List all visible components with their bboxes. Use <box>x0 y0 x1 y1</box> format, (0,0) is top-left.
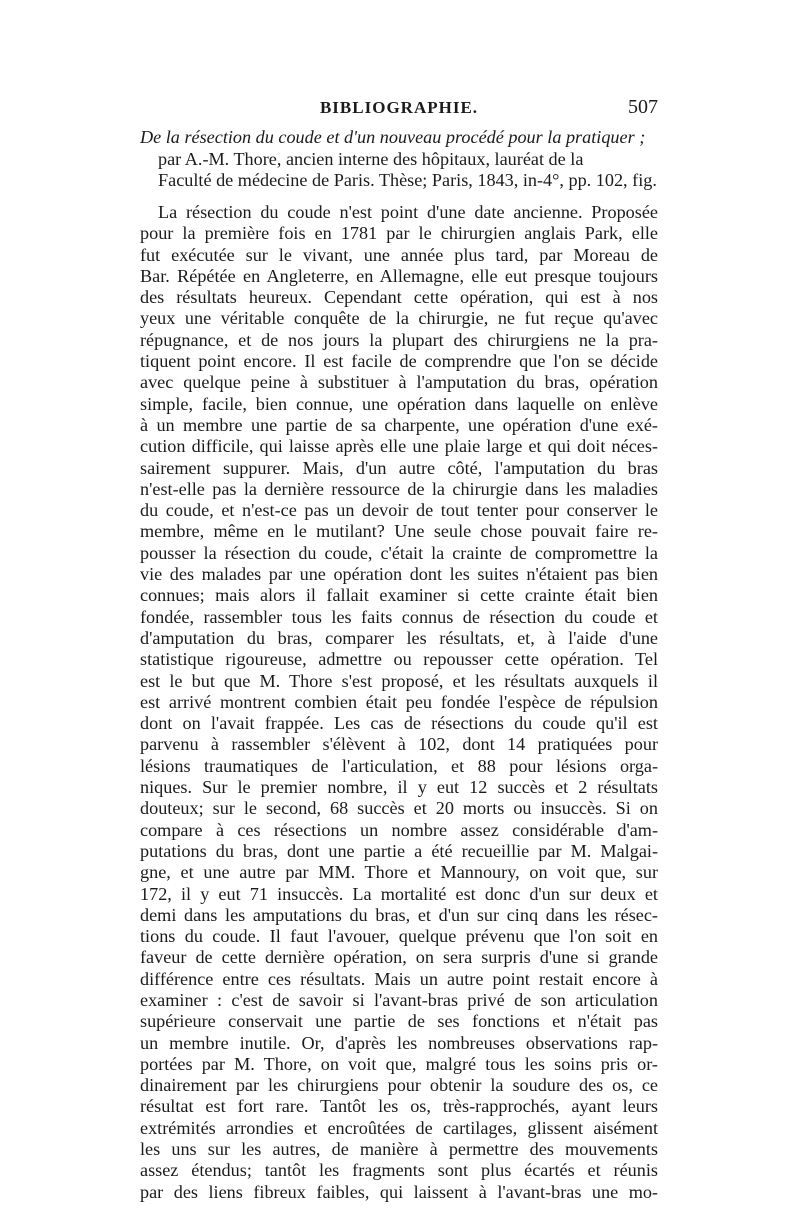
body-text-line: gne, et une autre par MM. Thore et Mannoury, on voit que, sur <box>140 862 658 883</box>
body-text-line: résultat est fort rare. Tantôt les os, très-rapprochés, ayant leurs <box>140 1096 658 1117</box>
body-text-line: avec quelque peine à substituer à l'amputation du bras, opération <box>140 372 658 393</box>
body-text-line: portées par M. Thore, on voit que, malgré tous les soins pris or- <box>140 1053 658 1074</box>
body-text-line: Bar. Répétée en Angleterre, en Allemagne, elle eut presque toujours <box>140 265 658 286</box>
body-text-line: vie des malades par une opération dont les suites n'étaient pas bien <box>140 564 658 585</box>
running-head <box>140 96 658 120</box>
body-text-line: pour la première fois en 1781 par le chirurgien anglais Park, elle <box>140 223 658 244</box>
body-text-line: tions du coude. Il faut l'avouer, quelque prévenu que l'on soit en <box>140 926 658 947</box>
body-text-line: cution difficile, qui laisse après elle une plaie large et qui doit néces- <box>140 436 658 457</box>
body-text-line: dont on l'avait frappée. Les cas de résections du coude qu'il est <box>140 713 658 734</box>
body-text-line: n'est-elle pas la dernière ressource de la chirurgie dans les maladies <box>140 478 658 499</box>
body-text-line: par des liens fibreux faibles, qui laissent à l'avant-bras une mo- <box>140 1181 658 1202</box>
body-text-line: douteux; sur le second, 68 succès et 20 morts ou insuccès. Si on <box>140 798 658 819</box>
body-text-line: un membre inutile. Or, d'après les nombreuses observations rap- <box>140 1032 658 1053</box>
body-text-line: tiquent point encore. Il est facile de comprendre que l'on se décide <box>140 351 658 372</box>
body-text-line: est le but que M. Thore s'est proposé, et les résultats auxquels il <box>140 670 658 691</box>
body-text-line: d'amputation du bras, comparer les résultats, et, à l'aide d'une <box>140 627 658 648</box>
running-title: BIBLIOGRAPHIE. <box>319 98 479 117</box>
body-text-line: membre, même en le mutilant? Une seule chose pouvait faire re- <box>140 521 658 542</box>
body-text-line: examiner : c'est de savoir si l'avant-bras privé de son articulation <box>140 989 658 1010</box>
review-body <box>140 202 658 1203</box>
body-text-line: demi dans les amputations du bras, et d'un sur cinq dans les résec- <box>140 904 658 925</box>
body-text-line: les uns sur les autres, de manière à permettre des mouvements <box>140 1139 658 1160</box>
body-text-line: assez étendus; tantôt les fragments sont plus écartés et réunis <box>140 1160 658 1181</box>
body-text-line: différence entre ces résultats. Mais un autre point restait encore à <box>140 968 658 989</box>
page-number: 507 <box>628 96 658 118</box>
body-text-line: compare à ces résections un nombre assez considérable d'am- <box>140 819 658 840</box>
entry-author-line: par A.-M. Thore, ancien interne des hôpitaux, lauréat de la <box>158 148 584 169</box>
body-text-line: statistique rigoureuse, admettre ou repousser cette opération. Tel <box>140 649 658 670</box>
body-text-line: faveur de cette dernière opération, on sera surpris d'une si grande <box>140 947 658 968</box>
body-text-line: du coude, et n'est-ce pas un devoir de tout tenter pour conserver le <box>140 500 658 521</box>
body-text-line: pousser la résection du coude, c'était la crainte de compromettre la <box>140 542 658 563</box>
entry-title-line: De la résection du coude et d'un nouveau procédé pour la pratiquer ; <box>140 127 646 147</box>
body-text-line: à un membre une partie de sa charpente, une opération d'une exé- <box>140 414 658 435</box>
body-text-line: putations du bras, dont une partie a été recueillie par M. Malgai- <box>140 840 658 861</box>
body-text-line: dinairement par les chirurgiens pour obtenir la soudure des os, ce <box>140 1075 658 1096</box>
body-text-line: fondée, rassembler tous les faits connus de résection du coude et <box>140 606 658 627</box>
body-text-line: supérieure conservait une partie de ses fonctions et n'était pas <box>140 1011 658 1032</box>
body-text-line: parvenu à rassembler s'élèvent à 102, dont 14 pratiquées pour <box>140 734 658 755</box>
body-text-line: lésions traumatiques de l'articulation, et 88 pour lésions orga- <box>140 755 658 776</box>
body-text-line: connues; mais alors il fallait examiner si cette crainte était bien <box>140 585 658 606</box>
body-text-line: est arrivé montrent combien était peu fondée l'espèce de répulsion <box>140 691 658 712</box>
body-text-line: 172, il y eut 71 insuccès. La mortalité est donc d'un sur deux et <box>140 883 658 904</box>
body-text-line: niques. Sur le premier nombre, il y eut 12 succès et 2 résultats <box>140 777 658 798</box>
body-text-line: des résultats heureux. Cependant cette opération, qui est à nos <box>140 287 658 308</box>
body-text-line: extrémités arrondies et encroûtées de cartilages, glissent aisément <box>140 1117 658 1138</box>
entry-publication-line: Faculté de médecine de Paris. Thèse; Paris, 1843, in-4°, pp. 102, fig. <box>158 170 657 190</box>
body-text-line: yeux une véritable conquête de la chirurgie, ne fut reçue qu'avec <box>140 308 658 329</box>
body-text-line: fut exécutée sur le vivant, une année plus tard, par Moreau de <box>140 244 658 265</box>
body-text-line: simple, facile, bien connue, une opération dans laquelle on enlève <box>140 393 658 414</box>
body-text-line: La résection du coude n'est point d'une date ancienne. Proposée <box>158 202 658 222</box>
body-text-line: répugnance, et de nos jours la plupart des chirurgiens ne la pra- <box>140 329 658 350</box>
bibliographic-entry <box>140 127 658 192</box>
body-text-line: sairement suppurer. Mais, d'un autre côté, l'amputation du bras <box>140 457 658 478</box>
